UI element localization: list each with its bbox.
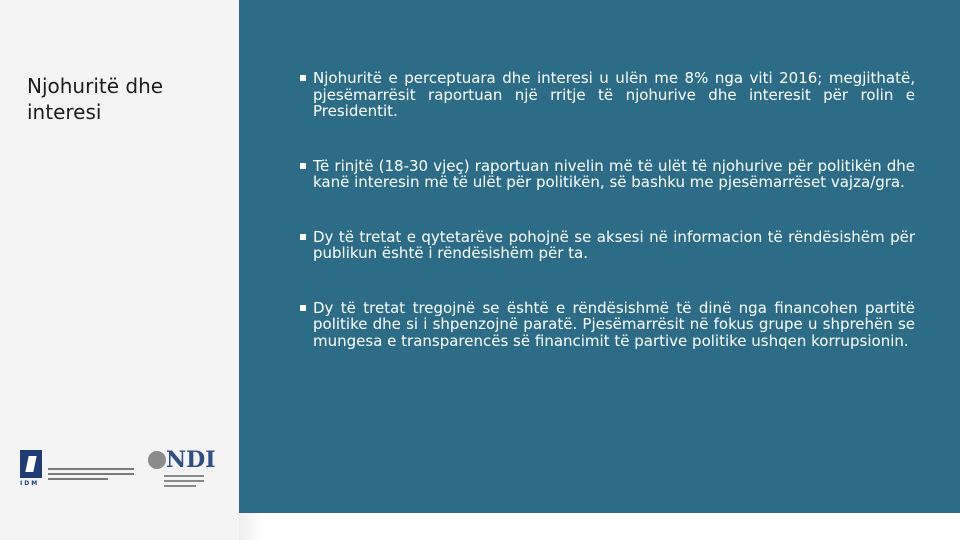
slide-title: Njohuritë dhe interesi xyxy=(27,74,164,124)
bullet-square-icon xyxy=(300,234,306,240)
idm-tagline-graphic xyxy=(48,468,134,483)
ndi-logo-text: NDI xyxy=(166,447,216,473)
bullet-list xyxy=(300,70,915,349)
bottom-strip xyxy=(239,513,960,540)
bullet-text: Të rinjtë (18-30 vjeç) raportuan nivelin më të ulët të njohurive për politikën dhe kanë interesin më të ulët për politikën, së bashku me pjesëmarrëset vajza/gra. xyxy=(313,156,915,191)
ndi-globe-icon xyxy=(148,451,166,469)
bullet-item xyxy=(300,70,915,120)
idm-logo-icon xyxy=(20,450,120,490)
ndi-tagline-graphic xyxy=(164,475,204,490)
bullet-text: Njohuritë e perceptuara dhe interesi u ulën me 8% nga viti 2016; megjithatë, pjesëmarrësit raportuan një rritje të njohurive dhe interesit për rolin e Presidentit. xyxy=(313,69,915,120)
bullet-square-icon xyxy=(300,163,306,169)
bullet-item xyxy=(300,300,915,350)
bullet-square-icon xyxy=(300,305,306,311)
bullet-item xyxy=(300,158,915,191)
bullet-square-icon xyxy=(300,75,306,81)
bottom-shadow xyxy=(239,513,263,540)
bullet-text: Dy të tretat tregojnë se është e rëndësishmë të dinë nga financohen partitë politike dhe si i shpenzojnë paratë. Pjesëmarrësit në fokus grupe u shprehën se mungesa e transparencës së financimit të partive politike ushqen korrupsionin. xyxy=(313,298,915,350)
bullet-text: Dy të tretat e qytetarëve pohojnë se aksesi në informacion të rëndësishëm për publikun është i rëndësishëm për ta. xyxy=(313,227,915,262)
idm-mark-icon xyxy=(20,450,42,478)
ndi-logo-icon xyxy=(148,448,220,494)
left-title-panel xyxy=(0,0,239,540)
idm-logo-text: IDM xyxy=(20,480,40,487)
bullet-item xyxy=(300,229,915,262)
